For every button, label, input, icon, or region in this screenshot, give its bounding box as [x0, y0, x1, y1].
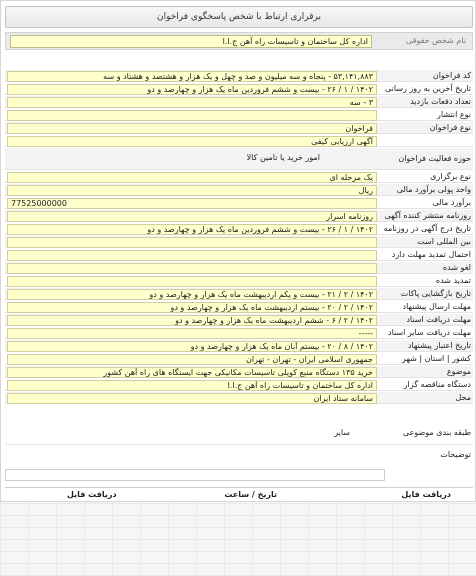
field-value: خرید ۱۳۵ دستگاه منبع کوپلی تاسیسات مکانیکی جهت ایستگاه های راه آهن کشور	[7, 367, 377, 378]
field-row-validity	[5, 340, 473, 352]
contact-responder-button[interactable]: برقراری ارتباط با شخص پاسخگوی فراخوان	[5, 6, 473, 28]
field-label: محل	[455, 393, 471, 402]
field-value: ۱۴۰۲ / ۲ / ۶ - ششم اردیبهشت ماه یک هزار و چهارصد و دو	[7, 315, 377, 326]
field-label	[385, 135, 471, 147]
field-value: ۵۳,۱۴۱,۸۸۳ - پنجاه و سه میلیون و صد و چهل و یک هزار و هشتصد و هشتاد و سه	[7, 71, 377, 82]
field-label: تعداد دفعات بازدید	[410, 97, 471, 106]
field-label: موضوع	[446, 367, 471, 376]
field-label: نوع فراخوان	[429, 123, 471, 132]
field-row-docs-deadline	[5, 314, 473, 326]
field-value: یک مرحله ای	[7, 172, 377, 183]
field-row-code	[5, 70, 473, 82]
field-value	[7, 250, 377, 261]
field-row-location	[5, 353, 473, 365]
field-value: ۱۴۰۲ / ۱ / ۲۶ - بیست و ششم فروردین ماه یک هزار و چهارصد و دو	[7, 84, 377, 95]
contact-label: نام شخص حقوقی	[406, 36, 466, 45]
field-row-subject	[5, 366, 473, 378]
field-row-extended	[5, 275, 473, 287]
field-label: روزنامه منتشر کننده آگهی	[384, 211, 471, 220]
field-row-estimate	[5, 197, 473, 209]
field-value: ۱۴۰۲ / ۸ / ۲۰ - بیستم آبان ماه یک هزار و چهارصد و دو	[7, 341, 377, 352]
field-label: لغو شده	[442, 263, 471, 272]
field-value: ۱۴۰۲ / ۲ / ۲۰ - بیستم اردیبهشت ماه یک هزار و چهارصد و دو	[7, 302, 377, 313]
field-row-opening-date	[5, 288, 473, 300]
field-label: نوع برگزاری	[430, 172, 471, 181]
field-value: سامانه ستاد ایران	[7, 393, 377, 404]
field-label: احتمال تمدید مهلت دارد	[391, 250, 471, 259]
field-row-extension-possible	[5, 249, 473, 261]
field-value: جمهوری اسلامی ایران - تهران - تهران	[7, 354, 377, 365]
field-value	[7, 276, 377, 287]
field-row-cancelled	[5, 262, 473, 274]
field-value	[7, 110, 377, 121]
field-value: 77525000000	[7, 198, 377, 209]
field-value: اداره کل ساختمان و تاسیسات راه آهن ج.ا.ا	[7, 380, 377, 391]
field-label: کد فراخوان	[432, 71, 471, 80]
field-label: کشور | استان | شهر	[402, 354, 471, 363]
field-label: واحد پولی برآورد مالی	[396, 185, 471, 194]
field-value	[7, 237, 377, 248]
field-value: روزنامه اسرار	[7, 211, 377, 222]
field-value: آگهی ارزیابی کیفی	[7, 136, 377, 147]
field-label: توضیحات	[440, 450, 471, 459]
field-row-international	[5, 236, 473, 248]
field-value: فراخوان	[7, 123, 377, 134]
field-label: تاریخ آخرین به روز رسانی	[385, 84, 471, 93]
field-row-visits	[5, 96, 473, 108]
column-datetime: تاریخ / ساعت	[224, 490, 277, 499]
field-label: نوع انتشار	[437, 110, 471, 119]
field-label: تاریخ اعتبار پیشنهاد	[407, 341, 471, 350]
field-row-call-subtype	[5, 135, 473, 147]
field-value: ریال	[7, 185, 377, 196]
field-row-newspaper	[5, 210, 473, 222]
field-label: بین المللی است	[417, 237, 471, 246]
field-row-organization	[5, 379, 473, 391]
field-row-publish-type	[5, 109, 473, 121]
field-label: مهلت دریافت سایر اسناد	[388, 328, 471, 337]
field-row-activity-area	[5, 148, 473, 170]
contact-row	[5, 32, 473, 50]
field-row-newspaper-date	[5, 223, 473, 235]
field-label: دستگاه مناقصه گزار	[403, 380, 471, 389]
field-label: تمدید شده	[435, 276, 471, 285]
field-row-description	[5, 449, 473, 461]
field-row-call-type	[5, 122, 473, 134]
field-value: -----	[7, 328, 377, 339]
field-label: مهلت ارسال پیشنهاد	[402, 302, 471, 311]
field-value: ۱۴۰۲ / ۱ / ۲۶ - بیست و ششم فروردین ماه یک هزار و چهارصد و دو	[7, 224, 377, 235]
field-row-place	[5, 392, 473, 404]
contact-field[interactable]: اداره کل ساختمان و تاسیسات راه آهن ج.ا.ا	[10, 35, 372, 48]
field-value: ۳ - سه	[7, 97, 377, 108]
field-row-last-update	[5, 83, 473, 95]
field-value: سایر	[334, 428, 350, 437]
field-label: طبقه بندی موضوعی	[402, 428, 471, 437]
field-value: امور خرید یا تامین کالا	[246, 153, 320, 162]
field-label: مهلت دریافت اسناد	[406, 315, 471, 324]
field-value	[7, 263, 377, 274]
field-label: برآورد مالی	[432, 198, 471, 207]
field-row-currency	[5, 184, 473, 196]
field-row-submit-deadline	[5, 301, 473, 313]
field-row-other-docs-deadline	[5, 327, 473, 339]
column-download: دریافت فایل	[401, 490, 451, 499]
files-table-header	[5, 487, 473, 501]
field-label: تاریخ درج آگهی در روزنامه	[383, 224, 471, 233]
column-download-2: دریافت فایل	[67, 490, 117, 499]
empty-area	[0, 502, 476, 576]
description-box	[5, 469, 385, 481]
field-label: تاریخ بازگشایی پاکات	[400, 289, 471, 298]
field-row-category	[5, 421, 473, 445]
field-label: حوزه فعالیت فراخوان	[398, 154, 471, 163]
field-row-holding-type	[5, 171, 473, 183]
field-value: ۱۴۰۲ / ۲ / ۲۱ - بیست و یکم اردیبهشت ماه یک هزار و چهارصد و دو	[7, 289, 377, 300]
